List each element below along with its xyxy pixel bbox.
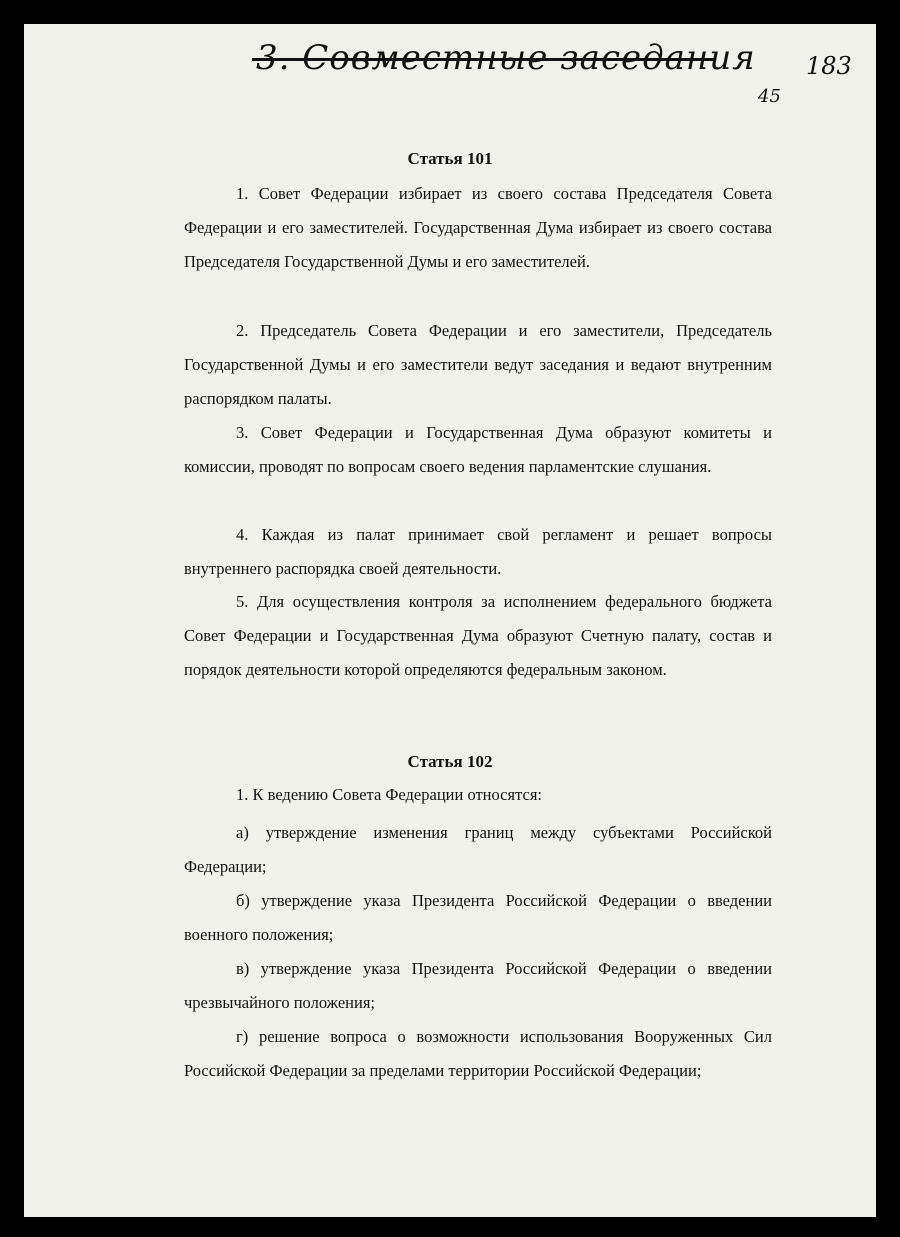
article-102-item-d: г) решение вопроса о возможности использования Вооруженных Сил Российской Федерации за пределами территории Российской Федерации; (184, 1027, 772, 1080)
document-page (24, 24, 876, 1217)
article-101-paragraph-2: 2. Председатель Совета Федерации и его заместители, Председатель Государственной Думы и его заместители ведут заседания и ведают внутренним распорядком палаты. (184, 321, 772, 408)
article-102-title: Статья 102 (407, 752, 493, 771)
article-102-item-a: а) утверждение изменения границ между субъектами Российской Федерации; (184, 823, 772, 876)
article-102-item-b: б) утверждение указа Президента Российской Федерации о введении военного положения; (184, 891, 772, 944)
article-101-paragraph-4: 4. Каждая из палат принимает свой регламент и решает вопросы внутреннего распорядка своей деятельности. (184, 525, 772, 578)
article-101-paragraph-3: 3. Совет Федерации и Государственная Дума образуют комитеты и комиссии, проводят по вопросам своего ведения парламентские слушания. (184, 423, 772, 476)
article-102-item-c: в) утверждение указа Президента Российской Федерации о введении чрезвычайного положения; (184, 959, 772, 1012)
article-101-paragraph-1: 1. Совет Федерации избирает из своего состава Председателя Совета Федерации и его заместителей. Государственная Дума избирает из своего состава Председателя Государственной Думы и его заместителей. (184, 184, 772, 271)
article-102-intro: 1. К ведению Совета Федерации относятся: (236, 785, 542, 804)
handwritten-sheet-number: 183 (806, 52, 852, 80)
article-101-paragraph-5: 5. Для осуществления контроля за исполнением федерального бюджета Совет Федерации и Государственная Дума образуют Счетную палату, состав и порядок деятельности которой определяются федеральным законом. (184, 592, 772, 679)
handwritten-page-number: 45 (758, 86, 781, 107)
article-101-title: Статья 101 (407, 149, 493, 168)
struck-handwritten-heading: 3. Совместные заседания (256, 38, 756, 78)
